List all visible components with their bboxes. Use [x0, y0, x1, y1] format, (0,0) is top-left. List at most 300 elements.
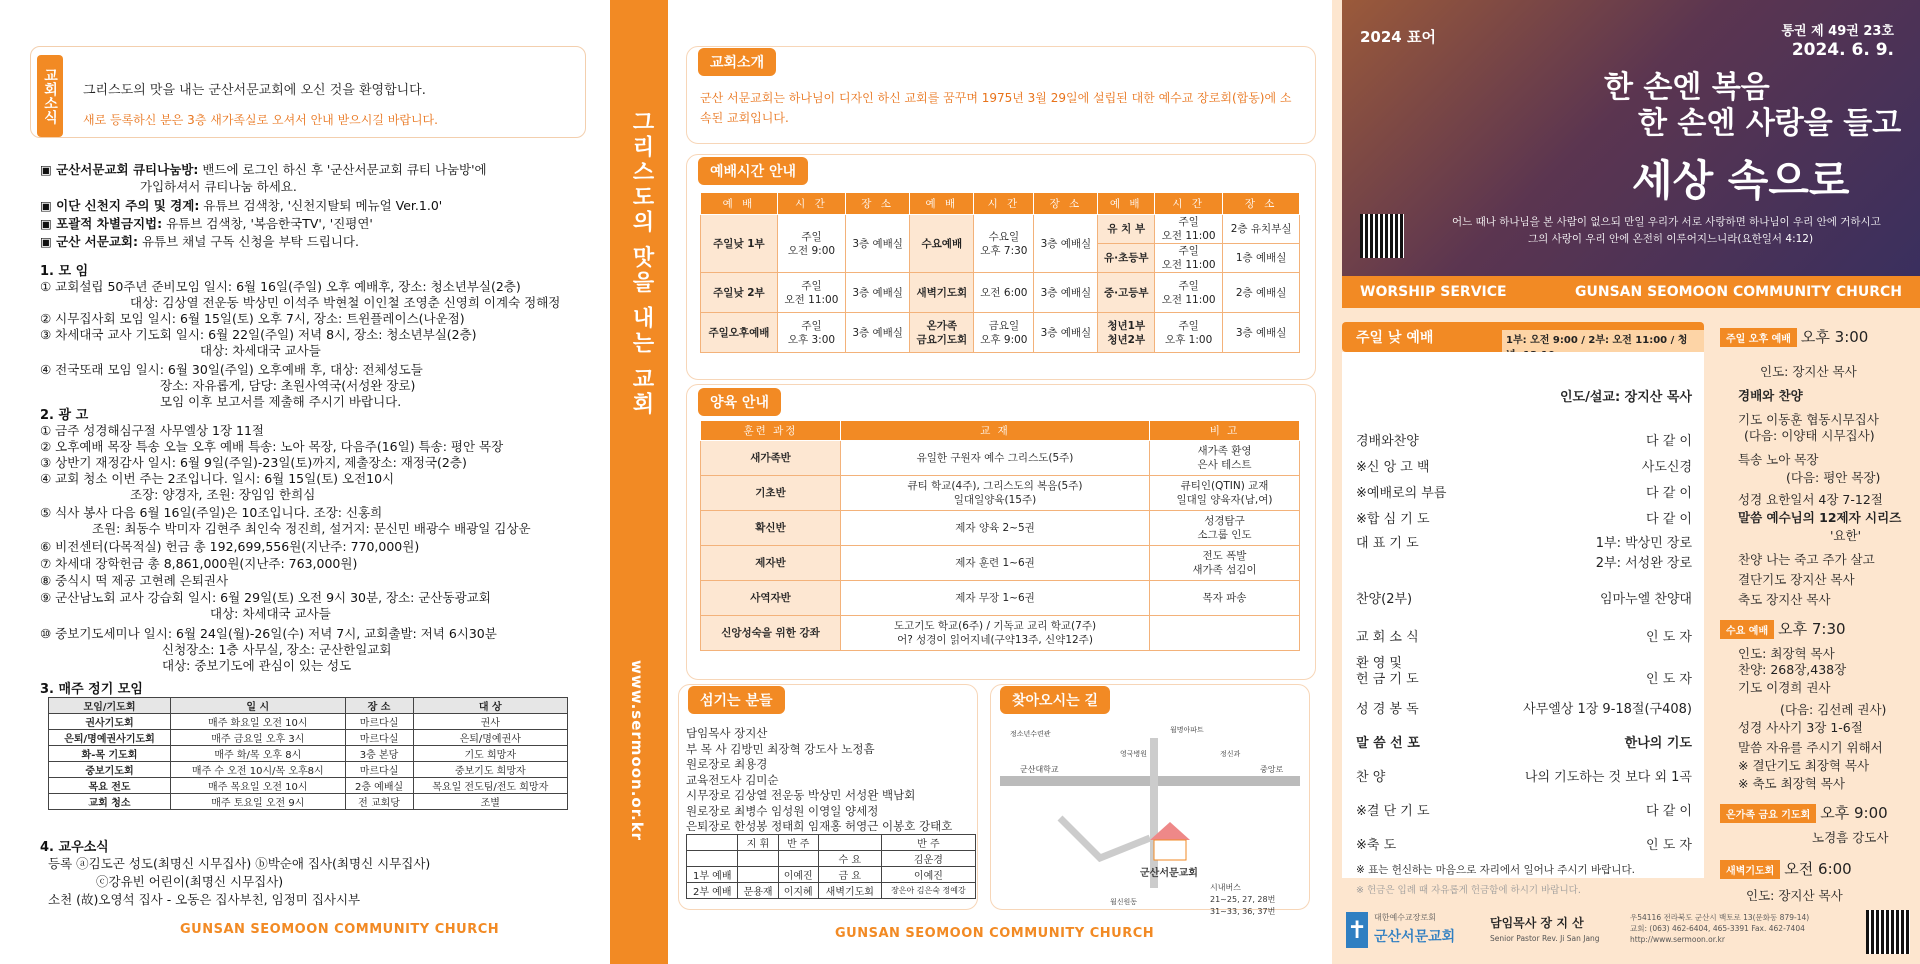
member-news: 등록 ⓐ김도곤 성도(최명신 시무집사) ⓑ박순애 집사(최명신 시무집사) — [48, 856, 431, 871]
order-value: 임마누엘 찬양대 — [1599, 592, 1692, 607]
map-label: 시내버스 — [1210, 883, 1241, 892]
table-cell: 마르다실 — [345, 714, 413, 730]
band-right: GUNSAN SEOMOON COMMUNITY CHURCH — [1575, 284, 1902, 300]
worship-times-table — [700, 192, 1300, 353]
ad-item: ④ 교회 청소 이번 주는 2조입니다. 일시: 6월 15일(토) 오전10시 — [40, 471, 395, 486]
dawn-time: 오전 6:00 — [1784, 860, 1852, 878]
wednesday-header — [1720, 618, 1846, 639]
table-cell: 장은아 김은숙 정예강 — [881, 883, 975, 899]
order-value: 다 같 이 — [1646, 434, 1692, 449]
dawn-leader: 인도: 장지산 목사 — [1746, 888, 1843, 903]
table-cell: 제자반 — [701, 546, 841, 581]
wednesday-item: (다음: 김선례 권사) — [1780, 702, 1887, 717]
bullet-item: ▣ 이단 신천지 주의 및 경계: 유튜브 검색창, '신천지탈퇴 메뉴얼 Ver.1.0' — [40, 198, 443, 213]
staff-line: 원로장로 최병수 임성원 이영일 양세정 — [686, 803, 879, 818]
order-row — [1356, 668, 1692, 687]
qr-code-icon[interactable] — [1866, 910, 1910, 954]
verse-line: 그의 사랑이 우리 안에 온전히 이루어지느니라(요한일서 4:12) — [1528, 233, 1814, 245]
table-cell: 마르다실 — [345, 730, 413, 746]
table-row — [701, 476, 1300, 511]
table-header: 시 간 — [1155, 193, 1223, 215]
volume-number: 통권 제 49권 23호 — [1781, 24, 1894, 39]
meeting-item: ④ 전국또래 모임 일시: 6월 30일(주일) 오후예배 후, 대상: 전체성도들 — [40, 362, 423, 377]
staff-list — [686, 726, 952, 835]
order-label: ※신 앙 고 백 — [1356, 460, 1430, 475]
band-left: WORSHIP SERVICE — [1360, 284, 1507, 300]
table-row — [701, 546, 1300, 581]
staff-line: 은퇴장로 한성봉 정태희 임재홍 허영근 이봉호 강태호 — [686, 819, 953, 833]
year-motto-label: 2024 표어 — [1360, 28, 1436, 46]
service-note: ※ 표는 헌신하는 마음으로 자리에서 일어나 주시기 바랍니다. — [1356, 864, 1635, 876]
table-cell: 김운경 — [881, 851, 975, 867]
table-cell: 신앙성숙을 위한 강좌 — [701, 616, 841, 651]
order-label: 헌 금 기 도 — [1356, 672, 1419, 687]
table-cell: 매주 금요일 오후 3시 — [171, 730, 346, 746]
table-header: 훈련 과정 — [701, 421, 841, 441]
map-label: 중앙로 — [1260, 765, 1284, 774]
table-cell: 청년1부 청년2부 — [1098, 313, 1155, 353]
table-cell: 목요일 전도팀/전도 희망자 — [413, 778, 568, 794]
table-cell: 주일 오전 11:00 — [1155, 244, 1223, 273]
afternoon-item: 축도 장지산 목사 — [1738, 592, 1831, 607]
table-cell: 매주 수 오전 10시/목 오후8시 — [171, 762, 346, 778]
table-cell: 2층 예배실 — [1223, 273, 1300, 313]
ad-item: 조원: 최동수 박미자 김현주 최인숙 정진희, 설거지: 문신민 배광수 배광일 김상운 — [92, 521, 531, 536]
table-row — [701, 313, 1300, 353]
table-cell: 새가족 환영 은사 테스트 — [1150, 441, 1300, 476]
meeting-item: 대상: 김상열 전운동 박상민 이석주 박현철 이인철 조영춘 신영희 이계숙 정해정 — [130, 295, 561, 310]
afternoon-item: (다음: 이양태 시무집사) — [1744, 428, 1875, 443]
wednesday-item: 찬양: 268장,438장 — [1738, 662, 1847, 677]
table-cell: 3층 예배실 — [846, 273, 910, 313]
order-value: 사도신경 — [1641, 460, 1692, 475]
map-label: 정신과 — [1220, 750, 1241, 758]
afternoon-item: '요한' — [1830, 528, 1862, 543]
order-label: 말 씀 선 포 — [1356, 736, 1420, 751]
order-value: 나의 기도하는 것 보다 외 1곡 — [1524, 770, 1692, 785]
table-cell: 수요일 오후 7:30 — [974, 215, 1034, 273]
table-cell: 제자 무장 1~6권 — [841, 581, 1150, 616]
welcome-subtext: 새로 등록하신 분은 3층 새가족실로 오셔서 안내 받으시길 바랍니다. — [83, 113, 438, 127]
table-cell: 주일 오전 9:00 — [777, 215, 845, 273]
table-cell: 문용재 — [738, 883, 778, 899]
table-cell: 2부 예배 — [687, 883, 738, 899]
afternoon-item: 기도 이동훈 협동시무집사 — [1738, 412, 1879, 427]
order-value: 2부: 서성완 장로 — [1595, 556, 1692, 571]
order-row — [1356, 766, 1692, 785]
order-label: 찬 양 — [1356, 770, 1386, 785]
table-cell: 전도 폭발 새가족 섬김이 — [1150, 546, 1300, 581]
meeting-item: 모임 이후 보고서를 제출해 주시기 바랍니다. — [160, 394, 402, 409]
church-name: 군산서문교회 — [1374, 929, 1456, 945]
afternoon-item: 말씀 예수님의 12제자 시리즈 — [1738, 510, 1902, 525]
ad-item: ③ 상반기 재정감사 일시: 6월 9일(주일)-23일(토)까지, 제출장소: 재정국(2층) — [40, 455, 467, 470]
afternoon-item: 성경 요한일서 4장 7-12절 — [1738, 492, 1883, 507]
offering-note: ※ 헌금은 입례 때 자유롭게 헌금함에 하시기 바랍니다. — [1356, 885, 1581, 896]
table-cell: 기초반 — [701, 476, 841, 511]
table-cell: 오전 6:00 — [974, 273, 1034, 313]
map-label: 군산서문교회 — [1140, 868, 1198, 879]
worship-band — [1342, 276, 1920, 308]
table-cell: 이예진 — [881, 867, 975, 883]
table-cell — [687, 835, 738, 851]
order-row — [1356, 430, 1692, 449]
meeting-item: 대상: 차세대국 교사들 — [200, 343, 321, 358]
table-cell: 2층 유치부실 — [1223, 215, 1300, 244]
scripture-verse — [1452, 214, 1881, 248]
table-row — [49, 778, 568, 794]
table-cell: 주일낮 2부 — [701, 273, 778, 313]
table-cell — [818, 835, 881, 851]
staff-line: 담임목사 장지산 — [686, 726, 768, 740]
wednesday-item: 인도: 최장혁 목사 — [1738, 646, 1835, 661]
main-service-label: 주일 낮 예배 — [1356, 330, 1434, 346]
friday-time: 오후 9:00 — [1820, 804, 1888, 822]
table-cell — [738, 867, 778, 883]
weekly-schedule-table — [48, 697, 568, 810]
table-cell — [687, 851, 738, 867]
music-duty-table — [686, 834, 976, 899]
order-row — [1356, 732, 1692, 751]
afternoon-header — [1720, 326, 1868, 347]
wednesday-item: 성경 사사기 3장 1-6절 — [1738, 720, 1863, 735]
table-cell: 온가족 금요기도회 — [910, 313, 974, 353]
friday-leader: 노경흠 강도사 — [1812, 830, 1889, 845]
table-cell: 주일낮 1부 — [701, 215, 778, 273]
table-cell: 매주 토요일 오전 9시 — [171, 794, 346, 810]
website-link[interactable]: http://www.sermoon.or.kr — [1630, 935, 1725, 944]
table-cell: 중보기도회 — [49, 762, 171, 778]
order-row — [1356, 508, 1692, 527]
table-cell: 큐티인(QTIN) 교재 일대일 양육자(남,여) — [1150, 476, 1300, 511]
table-header-row — [49, 698, 568, 714]
table-header: 예 배 — [1098, 193, 1155, 215]
afternoon-item: 경배와 찬양 — [1738, 388, 1803, 403]
table-cell: 반 주 — [778, 835, 818, 851]
table-cell: 매주 화/목 오후 8시 — [171, 746, 346, 762]
order-value: 인 도 자 — [1646, 672, 1692, 687]
motto-banner — [1342, 0, 1920, 300]
intro-title: 교회소개 — [698, 48, 776, 76]
ad-item: ⑧ 중식시 떡 제공 고현례 은퇴권사 — [40, 573, 229, 588]
order-label: 성 경 봉 독 — [1356, 702, 1419, 717]
table-cell: 지 휘 — [738, 835, 778, 851]
table-header: 모임/기도회 — [49, 698, 171, 714]
afternoon-item: 인도: 장지산 목사 — [1760, 364, 1857, 379]
wednesday-tag: 수요 예배 — [1720, 620, 1774, 639]
table-row — [687, 883, 976, 899]
table-row — [49, 762, 568, 778]
table-cell: 3층 본당 — [345, 746, 413, 762]
table-row — [701, 511, 1300, 546]
table-cell: 목자 파송 — [1150, 581, 1300, 616]
table-cell: 이예진 — [778, 867, 818, 883]
church-marker — [1154, 840, 1186, 860]
table-header-row — [701, 193, 1300, 215]
order-label: ※예배로의 부름 — [1356, 486, 1447, 501]
welcome-text: 그리스도의 맛을 내는 군산서문교회에 오신 것을 환영합니다. — [83, 83, 426, 98]
table-cell: 금요일 오후 9:00 — [974, 313, 1034, 353]
phone: 교회: (063) 462-6404, 465-3391 Fax. 462-7404 — [1630, 924, 1805, 933]
table-cell: 도고기도 학교(6주) / 기독교 교리 학교(7주) 어? 성경이 읽어지네(구약13주, 신약12주) — [841, 616, 1150, 651]
bullet-item: 가입하셔서 큐티나눔 하세요. — [140, 179, 297, 194]
wednesday-item: ※ 결단기도 최장혁 목사 — [1738, 758, 1870, 773]
table-cell: 제자 훈련 1~6권 — [841, 546, 1150, 581]
table-header: 예 배 — [701, 193, 778, 215]
table-cell: 새벽기도회 — [910, 273, 974, 313]
table-row — [687, 835, 976, 851]
afternoon-item: 특송 노아 목장 — [1738, 452, 1819, 467]
ad-item: 대상: 중보기도에 관심이 있는 성도 — [162, 658, 352, 673]
table-cell: 중보기도 희망자 — [413, 762, 568, 778]
table-cell: 주일오후예배 — [701, 313, 778, 353]
table-row — [701, 581, 1300, 616]
bullet-item: ▣ 군산서문교회 큐티나눔방: 밴드에 로그인 하신 후 '군산서문교회 큐티 나눔방'에 — [40, 162, 487, 177]
table-cell: 성경탐구 소그룹 인도 — [1150, 511, 1300, 546]
worship-title: 예배시간 안내 — [698, 157, 808, 185]
staff-line: 시무장로 김상열 전운동 박상민 서성완 백남회 — [686, 788, 916, 802]
qr-code-icon[interactable] — [1360, 214, 1404, 258]
news-tag: 교회소식 — [37, 55, 63, 137]
afternoon-item: 결단기도 장지산 목사 — [1738, 572, 1855, 587]
order-label: 경배와찬양 — [1356, 434, 1419, 449]
section-members: 4. 교우소식 — [40, 840, 109, 855]
map-label: 31~33, 36, 37번 — [1210, 907, 1276, 916]
table-cell: 주일 오후 1:00 — [1155, 313, 1223, 353]
table-cell: 주일 오후 3:00 — [777, 313, 845, 353]
table-cell: 중·고등부 — [1098, 273, 1155, 313]
table-cell — [1150, 616, 1300, 651]
ad-item: ① 금주 성경해심구절 사무엘상 1장 11절 — [40, 423, 264, 438]
table-cell: 3층 예배실 — [846, 215, 910, 273]
motto-line: 세상 속으로 — [1632, 156, 1850, 205]
table-header: 시 간 — [974, 193, 1034, 215]
table-header: 장 소 — [846, 193, 910, 215]
table-cell: 반 주 — [881, 835, 975, 851]
table-row — [701, 215, 1300, 244]
afternoon-item: (다음: 평안 목장) — [1786, 470, 1881, 485]
wednesday-item: ※ 축도 최장혁 목사 — [1738, 776, 1845, 791]
table-header: 비 고 — [1150, 421, 1300, 441]
friday-tag: 온가족 금요 기도회 — [1720, 804, 1816, 823]
table-cell: 새가족반 — [701, 441, 841, 476]
ad-item: 대상: 차세대국 교사들 — [210, 606, 331, 621]
contact-info — [1630, 912, 1809, 945]
order-label: 교 회 소 식 — [1356, 630, 1419, 645]
news-panel — [0, 0, 610, 964]
meeting-item: ① 교회설립 50주년 준비모임 일시: 6월 16일(주일) 오후 예배후, 장소: 청소년부실(2층) — [40, 279, 521, 294]
order-value: 인 도 자 — [1646, 630, 1692, 645]
table-cell: 주일 오전 11:00 — [1155, 215, 1223, 244]
staff-title: 섬기는 분들 — [688, 686, 785, 714]
table-row — [701, 616, 1300, 651]
table-header: 대 상 — [413, 698, 568, 714]
order-value: 다 같 이 — [1646, 486, 1692, 501]
ad-item: ② 오후예배 목장 특송 오늘 오후 예배 특송: 노아 목장, 다음주(16일) 특송: 평안 목장 — [40, 439, 504, 454]
table-cell: 3층 예배실 — [1223, 313, 1300, 353]
map-label: 영국병원 — [1120, 750, 1148, 758]
table-cell: 확신반 — [701, 511, 841, 546]
order-label: 대 표 기 도 — [1356, 536, 1419, 551]
table-cell: 새벽기도회 — [818, 883, 881, 899]
table-cell: 화-목 기도회 — [49, 746, 171, 762]
address: 우54116 전라북도 군산시 백토로 13(문화동 879-14) — [1630, 913, 1810, 922]
service-leader — [1356, 386, 1692, 405]
section-meetings: 1. 모 임 — [40, 264, 89, 279]
main-service-times: 1부: 오전 9:00 / 2부: 오전 11:00 / 청 — [1502, 330, 1704, 362]
table-header: 일 시 — [171, 698, 346, 714]
table-row — [49, 746, 568, 762]
intro-text: 군산 서문교회는 하나님이 디자인 하신 교회를 꿈꾸며 1975년 3월 29일에 설립된 대한 예수교 장로회(합동)에 소속된 교회입니다. — [700, 91, 1292, 125]
table-cell: 3층 예배실 — [846, 313, 910, 353]
table-row — [701, 273, 1300, 313]
table-cell: 3층 예배실 — [1034, 273, 1098, 313]
table-row — [687, 851, 976, 867]
staff-line: 교육전도사 김미순 — [686, 772, 779, 787]
sermon-title: 한나의 기도 — [1624, 736, 1692, 751]
order-label: ※합 심 기 도 — [1356, 512, 1430, 527]
table-cell: 큐티 학교(4주), 그리스도의 복음(5주) 일대일양육(15주) — [841, 476, 1150, 511]
table-cell: 기도 희망자 — [413, 746, 568, 762]
order-label: ※축 도 — [1356, 838, 1397, 853]
map-label: 군산대학교 — [1020, 765, 1059, 774]
map-label: 21~25, 27, 28번 — [1210, 895, 1276, 904]
cross-logo-icon: ✝ — [1346, 912, 1368, 948]
map-road — [1150, 738, 1158, 888]
education-title: 양육 안내 — [698, 388, 781, 416]
table-cell: 주일 오전 11:00 — [1155, 273, 1223, 313]
table-cell: 금 요 — [818, 867, 881, 883]
order-value: 인 도 자 — [1646, 838, 1692, 853]
spine-url[interactable]: www.sermoon.or.kr — [628, 660, 646, 842]
map-title: 찾아오시는 길 — [1000, 686, 1110, 714]
table-cell: 유일한 구원자 예수 그리스도(5주) — [841, 441, 1150, 476]
bullet-item: ▣ 군산 서문교회: 유튜브 채널 구독 신청을 부탁 드립니다. — [40, 234, 359, 249]
meeting-item: ③ 차세대국 교사 기도회 일시: 6월 22일(주일) 저녁 8시, 장소: 청소년부실(2층) — [40, 327, 477, 342]
order-label: ※결 단 기 도 — [1356, 804, 1430, 819]
table-header: 장 소 — [1223, 193, 1300, 215]
map-label: 월신원동 — [1110, 898, 1138, 906]
table-cell: 매주 목요일 오전 10시 — [171, 778, 346, 794]
bulletin-date: 2024. 6. 9. — [1791, 40, 1894, 60]
table-cell: 3층 예배실 — [1034, 215, 1098, 273]
table-row — [49, 730, 568, 746]
dawn-tag: 새벽기도회 — [1720, 860, 1780, 879]
ad-item: 조장: 양경자, 조원: 장임임 한희심 — [130, 487, 316, 502]
order-row — [1356, 532, 1692, 551]
table-header: 시 간 — [777, 193, 845, 215]
friday-header — [1720, 802, 1888, 823]
panel1-footer: GUNSAN SEOMOON COMMUNITY CHURCH — [180, 922, 500, 937]
senior-pastor: 담임목사 장 지 산 — [1490, 916, 1584, 930]
table-row — [701, 441, 1300, 476]
location-map[interactable] — [1000, 718, 1300, 918]
table-header: 장 소 — [1034, 193, 1098, 215]
order-row — [1356, 588, 1692, 607]
staff-line: 원로장로 최용경 — [686, 757, 768, 771]
wednesday-time: 오후 7:30 — [1778, 620, 1846, 638]
staff-line: 부 목 사 김방민 최장혁 강도사 노정흠 — [686, 741, 875, 756]
ad-item: ⑥ 비전센터(다목적실) 헌금 총 192,699,556원(지난주: 770,000원) — [40, 539, 420, 554]
main-service-title — [1342, 322, 1704, 352]
table-header: 예 배 — [910, 193, 974, 215]
meeting-item: ② 시무집사회 모임 일시: 6월 15일(토) 오후 7시, 장소: 트윈플레이스(나운점) — [40, 311, 465, 326]
wednesday-item: 말씀 자유를 주시기 위해서 — [1738, 740, 1883, 755]
order-label: 환 영 및 — [1356, 656, 1402, 671]
map-label: 월명아파트 — [1170, 726, 1204, 734]
meeting-item: 장소: 자유롭게, 담당: 초원사역국(서성완 장로) — [160, 378, 416, 393]
ad-item: ⑨ 군산남노회 교사 강습회 일시: 6월 29일(토) 오전 9시 30분, 장소: 군산동광교회 — [40, 590, 491, 605]
order-row — [1356, 698, 1692, 717]
table-cell: 2층 예배실 — [345, 778, 413, 794]
wednesday-item: 기도 이경희 권사 — [1738, 680, 1831, 695]
order-value: 다 같 이 — [1646, 512, 1692, 527]
table-cell: 은퇴/명예권사 — [413, 730, 568, 746]
denomination: 대한예수교장로회 — [1374, 913, 1436, 922]
section-ads: 2. 광 고 — [40, 408, 89, 423]
ad-item: ⑤ 식사 봉사 다음 6월 16일(주일)은 10조입니다. 조장: 신홍희 — [40, 505, 383, 520]
table-cell: 수 요 — [818, 851, 881, 867]
table-cell: 유 치 부 — [1098, 215, 1155, 244]
table-header-row — [701, 421, 1300, 441]
table-header: 장 소 — [345, 698, 413, 714]
table-cell: 권사기도회 — [49, 714, 171, 730]
service-leader-text: 인도/설교: 장지산 목사 — [1559, 390, 1692, 405]
table-cell: 목요 전도 — [49, 778, 171, 794]
table-cell: 은퇴/명예권사기도회 — [49, 730, 171, 746]
main-service-order — [1342, 352, 1704, 878]
table-cell: 주일 오전 11:00 — [777, 273, 845, 313]
member-news: 소천 (故)오영석 집사 - 오동은 집사부친, 임정미 집사시부 — [48, 892, 361, 907]
table-cell: 권사 — [413, 714, 568, 730]
table-cell: 이지혜 — [778, 883, 818, 899]
order-row — [1356, 552, 1692, 571]
order-value: 다 같 이 — [1646, 804, 1692, 819]
order-value: 사무엘상 1장 9-18절(구408) — [1523, 702, 1692, 717]
panel2-footer: GUNSAN SEOMOON COMMUNITY CHURCH — [835, 926, 1155, 941]
ad-item: 신청장소: 1층 사무실, 장소: 군산한일교회 — [162, 642, 392, 657]
table-row — [49, 794, 568, 810]
senior-pastor-en: Senior Pastor Rev. Ji San Jang — [1490, 934, 1600, 943]
table-cell: 사역자반 — [701, 581, 841, 616]
table-cell: 3층 예배실 — [1034, 313, 1098, 353]
map-label: 정소년수련관 — [1010, 730, 1051, 738]
table-cell: 교회 청소 — [49, 794, 171, 810]
welcome-box — [30, 46, 586, 138]
motto-line: 한 손엔 사랑을 들고 — [1638, 106, 1902, 141]
verse-line: 어느 때나 하나님을 본 사람이 없으되 만일 우리가 서로 사랑하면 하나님이 우리 안에 거하시고 — [1452, 216, 1881, 228]
table-cell: 전 교회당 — [345, 794, 413, 810]
table-cell: 1층 예배실 — [1223, 244, 1300, 273]
spine-title: 그리스도의 맛을 내는 교회 — [629, 110, 654, 417]
afternoon-time: 오후 3:00 — [1800, 328, 1869, 346]
section-weekly: 3. 매주 정기 모임 — [40, 682, 143, 697]
table-cell — [778, 851, 818, 867]
order-row — [1356, 456, 1692, 475]
table-row — [49, 714, 568, 730]
member-news: ⓒ강유빈 어린이(최명신 시무집사) — [96, 874, 284, 889]
education-table — [700, 420, 1300, 651]
map-road — [1060, 818, 1150, 858]
table-header: 교 재 — [841, 421, 1150, 441]
table-cell: 조별 — [413, 794, 568, 810]
bullet-item: ▣ 포괄적 차별금지법: 유튜브 검색창, '복음한국TV', '진평연' — [40, 216, 373, 231]
order-row — [1356, 626, 1692, 645]
order-row — [1356, 800, 1692, 819]
afternoon-item: 찬양 나는 죽고 주가 살고 — [1738, 552, 1875, 567]
ad-item: ⑦ 차세대 장학헌금 총 8,861,000원(지난주: 763,000원) — [40, 556, 358, 571]
table-cell: 마르다실 — [345, 762, 413, 778]
